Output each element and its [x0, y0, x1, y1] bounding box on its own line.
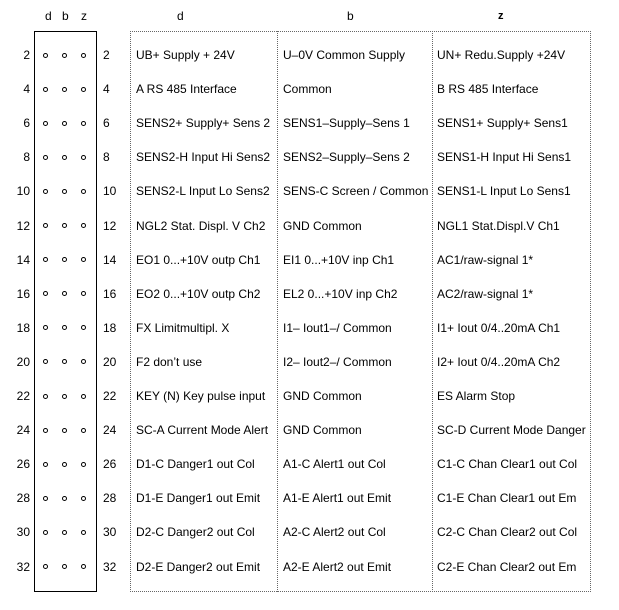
pin-number-left: 10: [16, 184, 30, 199]
pin-number-left: 4: [23, 82, 30, 97]
pin-contact-z: [81, 291, 86, 296]
pin-contact-z: [81, 462, 86, 467]
signal-cell-d: D2-E Danger2 out Emit: [136, 559, 261, 574]
pin-contact-d: [43, 257, 48, 262]
signal-cell-b: GND Common: [283, 218, 362, 233]
pin-number-left: 18: [16, 320, 30, 335]
pin-number-right: 8: [103, 150, 110, 165]
column-header-z: z: [498, 10, 504, 22]
signal-cell-d: NGL2 Stat. Displ. V Ch2: [136, 218, 266, 233]
pin-contact-b: [62, 291, 67, 296]
pin-contact-b: [62, 87, 67, 92]
pin-contact-d: [43, 462, 48, 467]
pin-contact-d: [43, 564, 48, 569]
signal-cell-b: A1-E Alert1 out Emit: [283, 491, 392, 506]
pin-contact-z: [81, 87, 86, 92]
pin-contact-b: [62, 496, 67, 501]
pin-number-right: 4: [103, 82, 110, 97]
signal-cell-d: D1-E Danger1 out Emit: [136, 491, 261, 506]
column-header-d: d: [177, 9, 184, 23]
pin-contact-b: [62, 428, 67, 433]
signal-cell-z: SENS1-H Input Hi Sens1: [437, 150, 572, 165]
pin-contact-z: [81, 359, 86, 364]
pin-number-right: 18: [103, 320, 117, 335]
pin-number-left: 24: [16, 423, 30, 438]
pin-number-right: 26: [103, 457, 117, 472]
pin-number-left: 2: [23, 48, 30, 62]
pin-number-right: 32: [103, 559, 117, 574]
pin-contact-b: [62, 189, 67, 194]
signal-cell-d: EO1 0...+10V outp Ch1: [136, 252, 261, 267]
signal-cell-b: A2-C Alert2 out Col: [283, 525, 386, 540]
pin-number-right: 10: [103, 184, 117, 199]
column-divider-b-z: [432, 31, 433, 592]
pin-contact-d: [43, 53, 48, 58]
signal-cell-b: I2– Iout2–/ Common: [283, 354, 392, 369]
pin-number-left: 16: [16, 286, 30, 301]
signal-cell-b: SENS1–Supply–Sens 1: [283, 116, 410, 131]
pin-contact-z: [81, 121, 86, 126]
pin-contact-z: [81, 496, 86, 501]
pin-contact-b: [62, 564, 67, 569]
signal-cell-d: D2-C Danger2 out Col: [136, 525, 255, 540]
pin-contact-b: [62, 530, 67, 535]
connector-header-b: b: [62, 9, 69, 23]
pin-contact-z: [81, 257, 86, 262]
signal-cell-b: GND Common: [283, 423, 362, 438]
pin-number-right: 2: [103, 48, 110, 62]
pin-contact-d: [43, 87, 48, 92]
signal-cell-z: C1-E Chan Clear1 out Em: [437, 491, 577, 506]
signal-cell-z: I1+ Iout 0/4..20mA Ch1: [437, 320, 561, 335]
pin-contact-d: [43, 394, 48, 399]
signal-cell-b: Common: [283, 82, 332, 97]
pin-contact-z: [81, 155, 86, 160]
signal-cell-d: A RS 485 Interface: [136, 82, 237, 97]
signal-cell-z: C1-C Chan Clear1 out Col: [437, 457, 578, 472]
pin-contact-z: [81, 428, 86, 433]
pin-contact-d: [43, 359, 48, 364]
signal-cell-d: F2 don’t use: [136, 354, 203, 369]
signal-cell-d: SENS2-H Input Hi Sens2: [136, 150, 271, 165]
pin-number-right: 6: [103, 116, 110, 131]
signal-cell-d: D1-C Danger1 out Col: [136, 457, 255, 472]
signal-cell-b: A1-C Alert1 out Col: [283, 457, 386, 472]
signal-cell-d: SENS2+ Supply+ Sens 2: [136, 116, 271, 131]
signal-cell-z: AC1/raw-signal 1*: [437, 252, 534, 267]
signal-cell-b: U–0V Common Supply: [283, 48, 406, 62]
pin-number-left: 12: [16, 218, 30, 233]
pin-contact-z: [81, 564, 86, 569]
pin-number-left: 26: [16, 457, 30, 472]
pin-contact-d: [43, 155, 48, 160]
pin-contact-z: [81, 53, 86, 58]
signal-cell-z: UN+ Redu.Supply +24V: [437, 48, 566, 62]
signal-cell-z: AC2/raw-signal 1*: [437, 286, 534, 301]
pin-contact-d: [43, 291, 48, 296]
signal-cell-b: EL2 0...+10V inp Ch2: [283, 286, 398, 301]
signal-cell-d: FX Limitmultipl. X: [136, 320, 230, 335]
pin-number-left: 22: [16, 389, 30, 403]
pin-contact-b: [62, 223, 67, 228]
signal-cell-z: ES Alarm Stop: [437, 389, 516, 403]
pin-contact-d: [43, 223, 48, 228]
signal-cell-d: UB+ Supply + 24V: [136, 48, 235, 62]
pin-contact-d: [43, 189, 48, 194]
pin-number-right: 28: [103, 491, 117, 506]
column-divider-d-b: [277, 31, 278, 592]
connector-body: [34, 31, 97, 592]
pin-contact-d: [43, 496, 48, 501]
signal-cell-b: A2-E Alert2 out Emit: [283, 559, 392, 574]
connector-header-z: z: [81, 9, 87, 23]
pin-number-left: 8: [23, 150, 30, 165]
pin-contact-b: [62, 257, 67, 262]
pin-number-left: 28: [16, 491, 30, 506]
signal-cell-b: SENS2–Supply–Sens 2: [283, 150, 410, 165]
signal-cell-z: NGL1 Stat.Displ.V Ch1: [437, 218, 560, 233]
signal-cell-z: I2+ Iout 0/4..20mA Ch2: [437, 354, 561, 369]
pin-contact-d: [43, 325, 48, 330]
pin-contact-d: [43, 530, 48, 535]
pin-number-left: 20: [16, 354, 30, 369]
pin-contact-z: [81, 223, 86, 228]
pin-contact-b: [62, 121, 67, 126]
signal-cell-d: KEY (N) Key pulse input: [136, 389, 266, 403]
signal-cell-b: GND Common: [283, 389, 362, 403]
signal-cell-b: I1– Iout1–/ Common: [283, 320, 392, 335]
pin-contact-z: [81, 325, 86, 330]
pin-contact-b: [62, 155, 67, 160]
signal-cell-d: EO2 0...+10V outp Ch2: [136, 286, 261, 301]
pin-contact-b: [62, 325, 67, 330]
signal-cell-b: SENS-C Screen / Common: [283, 184, 429, 199]
pin-contact-b: [62, 462, 67, 467]
pin-assignment-table: [130, 31, 591, 592]
pin-contact-d: [43, 121, 48, 126]
signal-cell-b: EI1 0...+10V inp Ch1: [283, 252, 395, 267]
pin-number-left: 6: [23, 116, 30, 131]
pin-number-right: 14: [103, 252, 117, 267]
pin-number-right: 12: [103, 218, 117, 233]
pin-contact-b: [62, 394, 67, 399]
signal-cell-z: C2-E Chan Clear2 out Em: [437, 559, 577, 574]
pin-number-right: 20: [103, 354, 117, 369]
signal-cell-d: SC-A Current Mode Alert: [136, 423, 269, 438]
signal-cell-d: SENS2-L Input Lo Sens2: [136, 184, 270, 199]
column-header-b: b: [347, 9, 354, 23]
pin-contact-z: [81, 530, 86, 535]
connector-header-d: d: [45, 9, 52, 23]
signal-cell-z: SENS1-L Input Lo Sens1: [437, 184, 571, 199]
signal-cell-z: SENS1+ Supply+ Sens1: [437, 116, 568, 131]
pin-number-right: 22: [103, 389, 117, 403]
signal-cell-z: C2-C Chan Clear2 out Col: [437, 525, 578, 540]
pin-number-left: 30: [16, 525, 30, 540]
signal-cell-z: B RS 485 Interface: [437, 82, 539, 97]
pin-number-right: 24: [103, 423, 117, 438]
pin-contact-b: [62, 53, 67, 58]
pin-number-right: 16: [103, 286, 117, 301]
signal-cell-z: SC-D Current Mode Danger: [437, 423, 586, 438]
pin-contact-d: [43, 428, 48, 433]
pin-contact-b: [62, 359, 67, 364]
pin-number-right: 30: [103, 525, 117, 540]
pin-contact-z: [81, 189, 86, 194]
pin-contact-z: [81, 394, 86, 399]
pin-number-left: 14: [16, 252, 30, 267]
pin-number-left: 32: [16, 559, 30, 574]
